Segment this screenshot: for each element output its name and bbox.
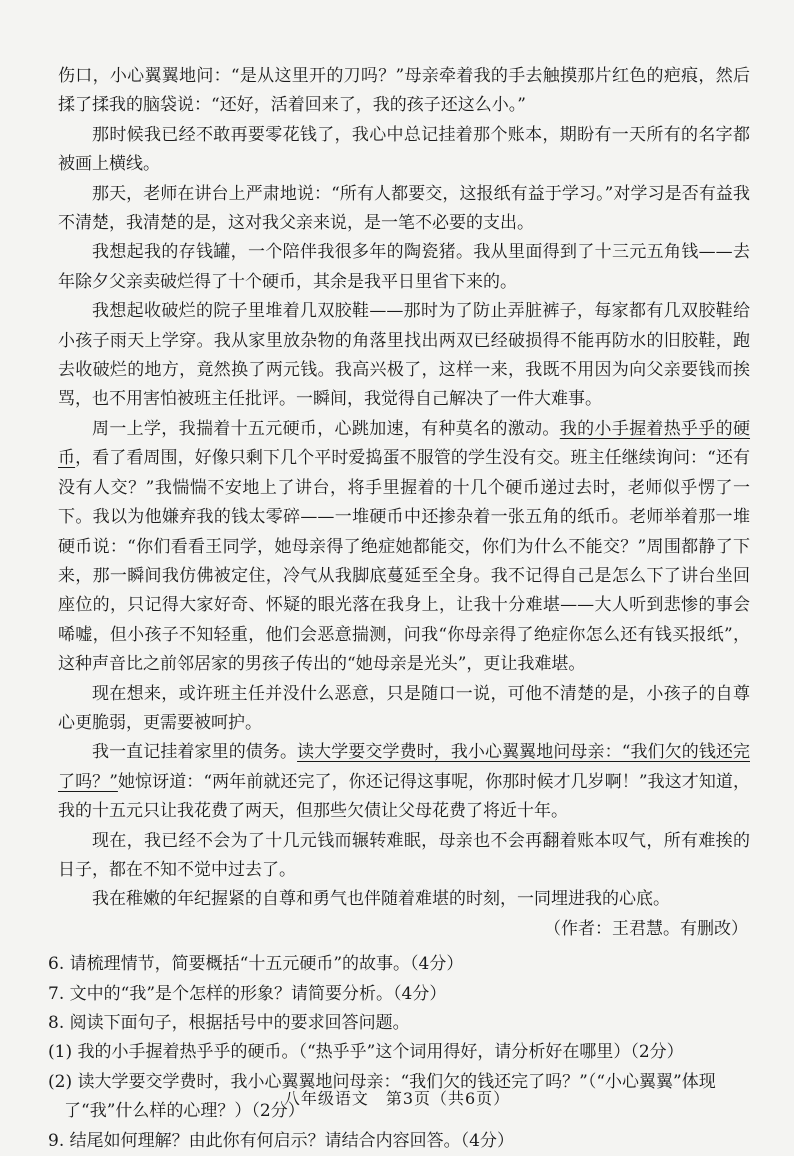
text-run: 我想起我的存钱罐，一个陪伴我很多年的陶瓷猪。我从里面得到了十三元五角钱——去年除夕父亲卖破烂得了十个硬币，其余是我平日里省下来的。 xyxy=(58,242,750,292)
text-run: 现在想来，或许班主任并没什么恶意，只是随口一说，可他不清楚的是，小孩子的自尊心更脆弱，更需要被呵护。 xyxy=(58,683,750,733)
text-run: 现在，我已经不会为了十几元钱而辗转难眠，母亲也不会再翻着账本叹气，所有难挨的日子，都在不知不觉中过去了。 xyxy=(58,830,750,880)
paragraph-p6 xyxy=(58,415,750,680)
question-list xyxy=(48,950,750,1156)
underlined-sentence: 读大学要交学费时，我小心翼翼地问母亲：“我们欠的钱还完了吗？” xyxy=(58,742,750,792)
paragraph-p5 xyxy=(58,297,750,415)
page-footer: 八年级语文 第3页（共6页） xyxy=(283,1089,511,1108)
paragraph-p4 xyxy=(58,238,750,297)
paragraph-p10 xyxy=(58,885,750,914)
paragraph-p2 xyxy=(58,121,750,180)
question-8: 8. 阅读下面句子，根据括号中的要求回答问题。 xyxy=(48,1013,410,1033)
paragraph-p8 xyxy=(58,738,750,826)
question-8-2: (2) 读大学要交学费时，我小心翼翼地问母亲：“我们欠的钱还完了吗？”（“小心翼翼”体现 xyxy=(48,1071,716,1092)
author-credit: （作者：王君慧。有删改） xyxy=(544,918,748,939)
text-run: 伤口，小心翼翼地问：“是从这里开的刀吗？”母亲牵着我的手去触摸那片红色的疤痕，然后揉了揉我的脑袋说：“还好，活着回来了，我的孩子还这么小。” xyxy=(58,66,750,116)
paragraph-p7 xyxy=(58,680,750,739)
text-run: 我一直记挂着家里的债务。 xyxy=(92,742,298,763)
underlined-sentence: 我的小手握着热乎乎的硬币 xyxy=(58,418,751,469)
text-run: 我在稚嫩的年纪握紧的自尊和勇气也伴随着难堪的时刻，一同埋进我的心底。 xyxy=(92,889,670,910)
paragraph-p3 xyxy=(58,180,750,239)
question-8-1: (1) 我的小手握着热乎乎的硬币。（“热乎乎”这个词用得好，请分析好在哪里）（2分） xyxy=(48,1042,684,1063)
question-7: 7. 文中的“我”是个怎样的形象？请简要分析。（4分） xyxy=(48,983,447,1004)
text-run: 我想起收破烂的院子里堆着几双胶鞋——那时为了防止弄脏裤子，每家都有几双胶鞋给小孩子雨天上学穿。我从家里放杂物的角落里找出两双已经破损得不能再防水的旧胶鞋，跑去收破烂的地方，竟然换了两元钱。我高兴极了，这样一来，我既不用因为向父亲要钱而挨骂，也不用害怕被班主任批评。一瞬间，我觉得自己解决了一件大难事。 xyxy=(58,301,750,410)
text-run: 那时候我已经不敢再要零花钱了，我心中总记挂着那个账本，期盼有一天所有的名字都被画上横线。 xyxy=(58,124,750,175)
text-run: 那天，老师在讲台上严肃地说：“所有人都要交，这报纸有益于学习。”对学习是否有益我不清楚，我清楚的是，这对我父亲来说，是一笔不必要的支出。 xyxy=(58,183,750,234)
text-run: 她惊讶道：“两年前就还完了，你还记得这事呢，你那时候才几岁啊！”我这才知道，我的十五元只让我花费了两天，但那些欠债让父母花费了将近十年。 xyxy=(58,771,750,822)
question-9: 9. 结尾如何理解？由此你有何启示？请结合内容回答。（4分） xyxy=(48,1130,514,1151)
question-6: 6. 请梳理情节，简要概括“十五元硬币”的故事。（4分） xyxy=(48,954,464,975)
text-run: ，看了看周围，好像只剩下几个平时爱捣蛋不服管的学生没有交。班主任继续询问：“还有没有人交？”我惴惴不安地上了讲台，将手里握着的十几个硬币递过去时，老师似乎愣了一下。我以为他嫌弃我的钱太零碎——一堆硬币中还掺杂着一张五角的纸币。老师举着那一堆硬币说：“你们看看王同学，她母亲得了绝症她都能交，你们为什么不能交？”周围都静了下来，那一瞬间我仿佛被定住，冷气从我脚底蔓延至全身。我不记得自己是怎么下了讲台坐回座位的，只记得大家好奇、怀疑的眼光落在我身上，让我十分难堪——大人听到悲惨的事会唏嘘，但小孩子不知轻重，他们会恶意揣测，问我“你母亲得了绝症你怎么还有钱买报纸”，这种声音比之前邻居家的男孩子传出的“她母亲是光头”，更让我难堪。 xyxy=(58,448,750,675)
question-8-2-continued: 了“我”什么样的心理？）（2分） xyxy=(64,1101,305,1122)
paragraph-p1 xyxy=(58,62,750,121)
text-run: 周一上学，我揣着十五元硬币，心跳加速，有种莫名的激动。 xyxy=(92,418,560,439)
reading-passage xyxy=(58,62,750,915)
paragraph-p9 xyxy=(58,827,750,886)
